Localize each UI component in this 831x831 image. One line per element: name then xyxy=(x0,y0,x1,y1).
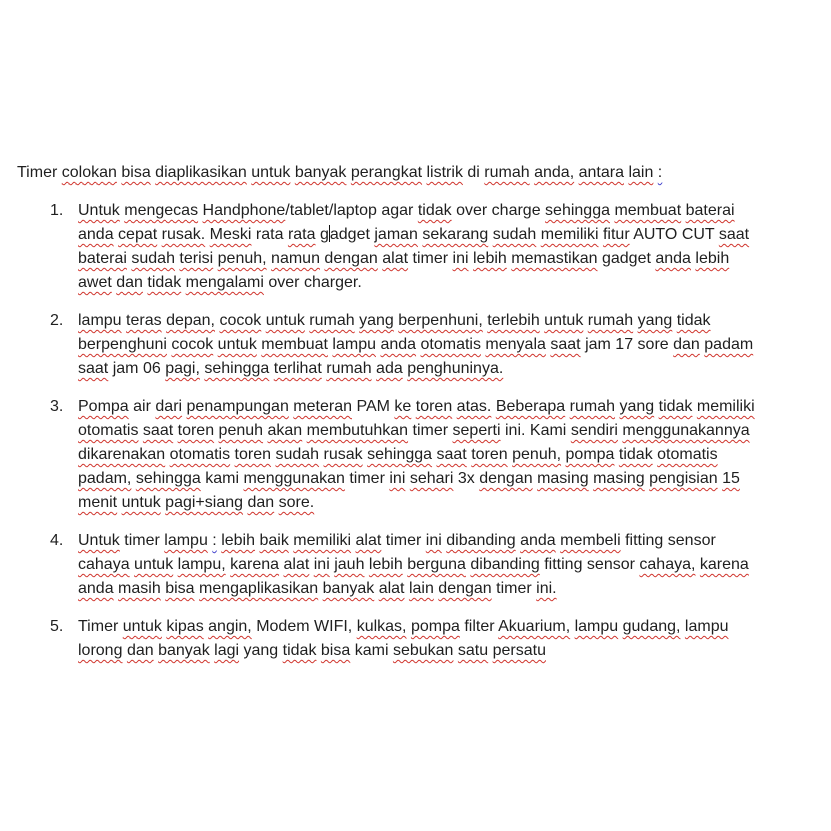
spell-error-word: karena xyxy=(699,556,749,573)
spell-error-word: sudah xyxy=(492,226,537,243)
spell-error-word: tidak xyxy=(676,312,711,329)
text-line: Pompa air dari penampungan meteran PAM ke toren atas. Beberapa rumah yang tidak memiliki xyxy=(78,398,755,415)
spell-error-word: sehingga xyxy=(135,470,201,487)
spell-error-word: menggunakan xyxy=(243,470,345,487)
spell-error-word: sore. xyxy=(278,494,315,511)
spell-error-word: dibanding xyxy=(470,556,540,573)
grammar-error-word: : xyxy=(657,164,663,181)
text-line xyxy=(78,309,807,333)
list-item xyxy=(17,395,807,515)
spell-error-word: tidak xyxy=(282,642,317,659)
spell-error-word: untuk xyxy=(121,494,161,511)
text-line xyxy=(78,491,807,515)
spell-error-word: colokan xyxy=(61,164,117,181)
spell-error-word: sehingga xyxy=(545,202,610,219)
text-line: awet dan tidak mengalami over charger. xyxy=(78,274,362,291)
text-line: saat jam 06 pagi, sehingga terlihat rumah ada penghuninya. xyxy=(78,360,504,377)
spell-error-word: rata xyxy=(287,226,316,243)
spell-error-word: dengan xyxy=(438,580,492,597)
text-line: cahaya untuk lampu, karena alat ini jauh lebih berguna dibanding fitting sensor cahaya, karena xyxy=(78,556,749,573)
spell-error-word: tidak xyxy=(618,446,653,463)
grammar-error-word: : xyxy=(212,532,217,549)
spell-error-word: lampu xyxy=(574,618,619,635)
spell-error-word: toren xyxy=(234,446,272,463)
spell-error-word: untuk xyxy=(134,556,174,573)
spell-error-word: ini. xyxy=(536,580,557,597)
spell-error-word: lampu xyxy=(164,532,208,549)
spell-error-word: sekarang xyxy=(422,226,489,243)
spell-error-word: Untuk xyxy=(78,532,120,549)
spell-error-word: otomatis xyxy=(657,446,718,463)
spell-error-word: baik xyxy=(259,532,289,549)
spell-error-word: masih xyxy=(118,580,161,597)
list-item xyxy=(17,199,807,295)
spell-error-word: cahaya xyxy=(78,556,130,573)
spell-error-word: lebih xyxy=(473,250,507,267)
spell-error-word: sebukan xyxy=(392,642,454,659)
spell-error-word: Untuk xyxy=(78,202,120,219)
spell-error-word: angin, xyxy=(208,618,252,635)
spell-error-word: untuk xyxy=(217,336,257,353)
spell-error-word: pagi, xyxy=(165,360,200,377)
spell-error-word: Pompa xyxy=(78,398,129,415)
spell-error-word: anda xyxy=(78,226,114,243)
spell-error-word: mengecas xyxy=(124,202,199,219)
spell-error-word: untuk xyxy=(265,312,305,329)
spell-error-word: untuk xyxy=(251,164,291,181)
spell-error-word: terlebih xyxy=(487,312,540,329)
spell-error-word: membutuhkan xyxy=(306,422,409,439)
spell-error-word: sudah xyxy=(275,446,320,463)
spell-error-word: banyak xyxy=(158,642,210,659)
spell-error-word: diaplikasikan xyxy=(155,164,247,181)
spell-error-word: seperti xyxy=(452,422,501,439)
list-number: 4. xyxy=(50,532,64,549)
spell-error-word: toren xyxy=(471,446,508,463)
spell-error-word: atas. xyxy=(456,398,492,415)
text-line: lorong dan banyak lagi yang tidak bisa kami sebukan satu persatu xyxy=(78,642,546,659)
spell-error-word: baterai xyxy=(685,202,735,219)
spell-error-word: otomatis xyxy=(169,446,231,463)
spell-error-word: lampu, xyxy=(177,556,226,573)
spell-error-word: dikarenakan xyxy=(78,446,166,463)
list-item-text xyxy=(78,615,807,663)
spell-error-word: satu xyxy=(457,642,489,659)
spell-error-word: lain xyxy=(408,580,434,597)
spell-error-word: menggunakannya xyxy=(622,422,750,439)
spell-error-word: untuk xyxy=(544,312,584,329)
intro-paragraph: Timer colokan bisa diaplikasikan untuk banyak perangkat listrik di rumah anda, antara lain : xyxy=(17,164,663,181)
spell-error-word: tidak xyxy=(147,274,182,291)
spell-error-word: mengaplikasikan xyxy=(199,580,319,597)
spell-error-word: ini xyxy=(452,250,469,267)
spell-error-word: akan xyxy=(267,422,303,439)
spell-error-word: saat xyxy=(78,360,109,377)
list-number: 3. xyxy=(50,398,64,415)
word-with-caret: gadget xyxy=(319,226,370,243)
spell-error-word: meteran xyxy=(293,398,352,415)
spell-error-word: pagi+siang xyxy=(165,494,244,511)
spell-error-word: lorong xyxy=(78,642,123,659)
spell-error-word: memiliki xyxy=(540,226,599,243)
text-line: Untuk mengecas Handphone/tablet/laptop agar tidak over charge sehingga membuat baterai xyxy=(78,202,735,219)
spell-error-word: karena xyxy=(230,556,280,573)
spell-error-word: penuh, xyxy=(217,250,267,267)
spell-error-word: cepat xyxy=(118,226,158,243)
spell-error-word: otomatis xyxy=(78,422,139,439)
spell-error-word: lampu xyxy=(684,618,729,635)
spell-error-word: 15 xyxy=(722,470,740,487)
spell-error-word: dari xyxy=(155,398,183,415)
spell-error-word: sehingga xyxy=(204,360,270,377)
spell-error-word: toren xyxy=(415,398,453,415)
spell-error-word: saat xyxy=(142,422,174,439)
spell-error-word: lebih xyxy=(695,250,730,267)
spell-error-word: untuk xyxy=(122,618,162,635)
spell-error-word: depan, xyxy=(166,312,215,329)
spell-error-word: rumah xyxy=(569,398,616,415)
spell-error-word: padam, xyxy=(78,470,132,487)
spell-error-word: penuh, xyxy=(512,446,562,463)
list-number: 2. xyxy=(50,312,64,329)
spell-error-word: membuat xyxy=(614,202,682,219)
spell-error-word: pompa xyxy=(565,446,615,463)
spell-error-word: bisa xyxy=(320,642,351,659)
spell-error-word: saat xyxy=(718,226,750,243)
spell-error-word: rumah xyxy=(326,360,372,377)
spell-error-word: memastikan xyxy=(511,250,598,267)
spell-error-word: alat xyxy=(355,532,382,549)
spell-error-word: masing xyxy=(537,470,589,487)
text-line: anda cepat rusak. Meski rata rata gadget jaman sekarang sudah memiliki fitur AUTO CUT saat xyxy=(78,226,750,243)
spell-error-word: namun xyxy=(271,250,320,267)
text-line: padam, sehingga kami menggunakan timer ini sehari 3x dengan masing masing pengisian 15 xyxy=(78,470,740,487)
text-line: otomatis saat toren penuh akan membutuhkan timer seperti ini. Kami sendiri menggunakannya xyxy=(78,422,750,439)
spell-error-word: lain xyxy=(628,164,654,181)
spell-error-word: sendiri xyxy=(570,422,618,439)
spell-error-word: gudang, xyxy=(622,618,681,635)
spell-error-word: ke xyxy=(394,398,412,415)
spell-error-word: penghuninya. xyxy=(407,360,504,377)
spell-error-word: ada xyxy=(376,360,403,377)
spell-error-word: yang xyxy=(637,312,673,329)
spell-error-word: tidak xyxy=(417,202,452,219)
spell-error-word: memiliki xyxy=(696,398,755,415)
spell-error-word: membuat xyxy=(261,336,328,353)
spell-error-word: penampungan xyxy=(186,398,289,415)
text-line: berpenghuni cocok untuk membuat lampu anda otomatis menyala saat jam 17 sore dan padam xyxy=(78,336,754,353)
spell-error-word: dan xyxy=(116,274,143,291)
list-item xyxy=(17,529,807,601)
spell-error-word: berpenghuni xyxy=(78,336,167,353)
spell-error-word: antara xyxy=(578,164,624,181)
spell-error-word: banyak xyxy=(322,580,375,597)
spell-error-word: bisa xyxy=(165,580,195,597)
spell-error-word: anda, xyxy=(534,164,575,181)
spell-error-word: terlihat xyxy=(273,360,322,377)
spell-error-word: cahaya, xyxy=(639,556,696,573)
spell-error-word: lampu xyxy=(78,312,122,329)
spell-error-word: dan xyxy=(247,494,275,511)
spell-error-word: dibanding xyxy=(446,532,516,549)
spell-error-word: sehari xyxy=(409,470,454,487)
spell-error-word: ini xyxy=(389,470,406,487)
spell-error-word: dan xyxy=(673,336,700,353)
list-item-text xyxy=(78,309,807,381)
spell-error-word: penuh xyxy=(218,422,264,439)
text-line: Timer untuk kipas angin, Modem WIFI, kulkas, pompa filter Akuarium, lampu gudang, lampu xyxy=(78,618,729,635)
spell-error-word: teras xyxy=(126,312,162,329)
spell-error-word: alat xyxy=(378,580,405,597)
spell-error-word: sudah xyxy=(131,250,175,267)
spell-error-word: Handphone xyxy=(202,202,286,219)
spell-error-word: dengan xyxy=(479,470,533,487)
spell-error-word: sehingga xyxy=(367,446,433,463)
spell-error-word: anda xyxy=(655,250,691,267)
spell-error-word: otomatis xyxy=(420,336,481,353)
spell-error-word: anda xyxy=(520,532,556,549)
numbered-list xyxy=(17,199,807,663)
text-line: anda masih bisa mengaplikasikan banyak alat lain dengan timer ini. xyxy=(78,580,557,597)
spell-error-word: fitur xyxy=(602,226,630,243)
spell-error-word: kulkas, xyxy=(356,618,407,635)
spell-error-word: rusak xyxy=(323,446,363,463)
spell-error-word: baterai xyxy=(78,250,127,267)
list-item xyxy=(17,615,807,663)
spell-error-word: dengan xyxy=(324,250,378,267)
spell-error-word: saat xyxy=(436,446,467,463)
text-cursor xyxy=(329,225,330,242)
spell-error-word: pompa xyxy=(410,618,460,635)
spell-error-word: menyala xyxy=(485,336,546,353)
spell-error-word: Meski xyxy=(209,226,252,243)
spell-error-word: menit xyxy=(78,494,118,511)
spell-error-word: persatu xyxy=(492,642,546,659)
spell-error-word: anda xyxy=(380,336,417,353)
spell-error-word: awet xyxy=(78,274,112,291)
list-item xyxy=(17,309,807,381)
spell-error-word: banyak xyxy=(294,164,347,181)
spell-error-word: Beberapa xyxy=(495,398,566,415)
list-item-text xyxy=(78,529,807,601)
spell-error-word: tidak xyxy=(658,398,693,415)
spell-error-word: bisa xyxy=(121,164,151,181)
text-line: Untuk timer lampu : lebih baik memiliki alat timer ini dibanding anda membeli fitting sensor xyxy=(78,532,716,549)
spell-error-word: terisi xyxy=(179,250,214,267)
spell-error-word: kipas xyxy=(166,618,204,635)
spell-error-word: lebih xyxy=(368,556,403,573)
spell-error-word: alat xyxy=(382,250,409,267)
document-page xyxy=(17,161,807,677)
spell-error-word: rumah xyxy=(484,164,530,181)
spell-error-word: lampu xyxy=(332,336,376,353)
spell-error-word: lagi xyxy=(214,642,240,659)
spell-error-word: toren xyxy=(177,422,215,439)
spell-error-word: masing xyxy=(593,470,645,487)
spell-error-word: rumah xyxy=(587,312,634,329)
list-item-text xyxy=(78,199,807,295)
spell-error-word: anda xyxy=(78,580,114,597)
spell-error-word: yang xyxy=(359,312,394,329)
text-line: baterai sudah terisi penuh, namun dengan alat timer ini lebih memastikan gadget anda lebih xyxy=(78,250,730,267)
spell-error-word: yang xyxy=(619,398,655,415)
text-line xyxy=(78,443,807,467)
list-number: 1. xyxy=(50,202,64,219)
spell-error-word: rumah xyxy=(309,312,355,329)
list-item-text xyxy=(78,395,807,515)
spell-error-word: cocok xyxy=(171,336,214,353)
spell-error-word: jaman xyxy=(374,226,418,243)
spell-error-word: perangkat xyxy=(350,164,423,181)
spell-error-word: padam xyxy=(704,336,754,353)
spell-error-word: berpenhuni, xyxy=(398,312,483,329)
spell-error-word: cocok xyxy=(219,312,262,329)
spell-error-word: dan xyxy=(126,642,154,659)
spell-error-word: alat xyxy=(283,556,310,573)
spell-error-word: rusak. xyxy=(161,226,206,243)
spell-error-word: listrik xyxy=(426,164,463,181)
spell-error-word: mengalami xyxy=(185,274,264,291)
spell-error-word: Akuarium, xyxy=(498,618,571,635)
spell-error-word: ini xyxy=(425,532,442,549)
spell-error-word: pengisian xyxy=(649,470,718,487)
spell-error-word: ini xyxy=(313,556,330,573)
spell-error-word: lebih xyxy=(221,532,256,549)
spell-error-word: memiliki xyxy=(293,532,352,549)
spell-error-word: berguna xyxy=(407,556,466,573)
spell-error-word: jauh xyxy=(334,556,365,573)
spell-error-word: membeli xyxy=(560,532,621,549)
spell-error-word: saat xyxy=(550,336,581,353)
list-number: 5. xyxy=(50,618,64,635)
